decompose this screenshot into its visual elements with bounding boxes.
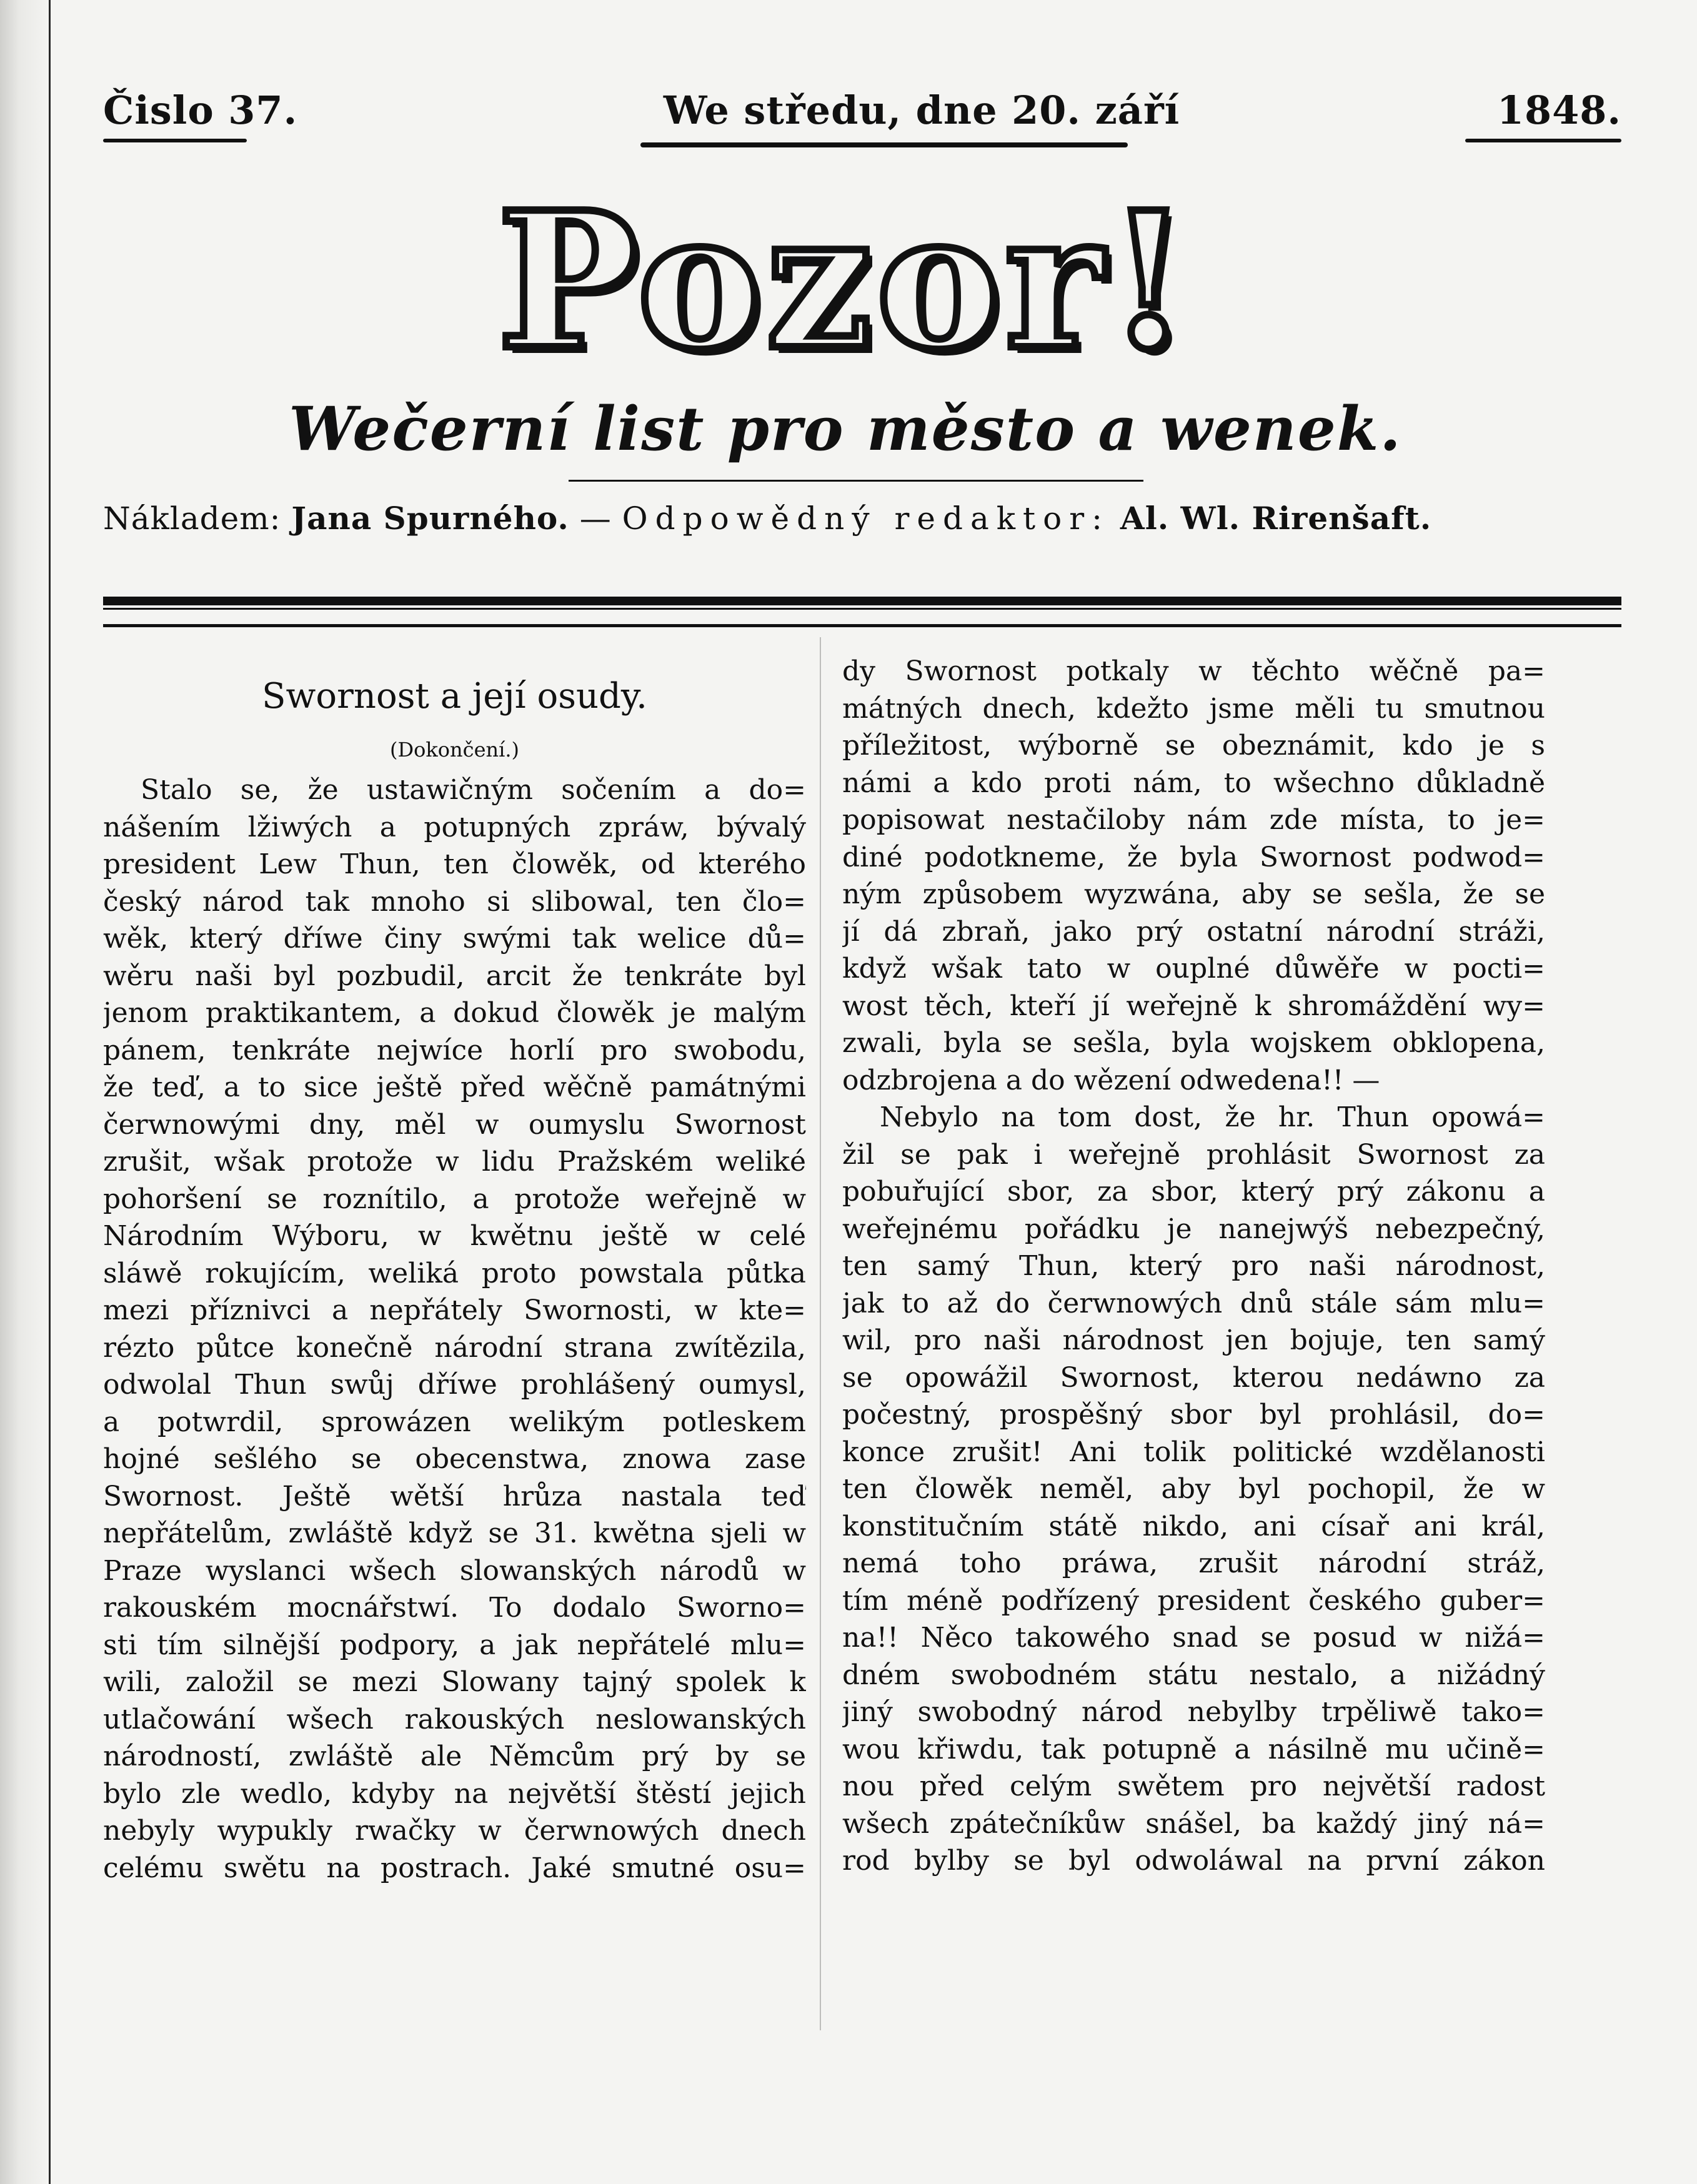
text-line: Nebylo na tom dost, že hr. Thun opowá= bbox=[880, 1101, 1545, 1133]
text-line: a potwrdil, sprowázen welikým potleskem bbox=[103, 1406, 806, 1438]
text-line: konce zrušit! Ani tolik politické wzdělanosti bbox=[842, 1436, 1545, 1468]
text-line: čerwnowými dny, měl w oumyslu Swornost bbox=[103, 1108, 806, 1141]
text-line: wil, pro naši národnost jen bojuje, ten samý bbox=[842, 1324, 1545, 1356]
text-line: sláwě rokujícím, weliká proto powstala půtka bbox=[103, 1257, 806, 1289]
article-title: Swornost a její osudy. bbox=[262, 676, 647, 717]
text-line: počestný, prospěšný sbor byl prohlásil, do= bbox=[842, 1399, 1545, 1431]
text-line: nebyly wypukly rwačky w čerwnowých dnech bbox=[103, 1815, 806, 1847]
editor-name: Al. Wl. Rirenšaft. bbox=[1120, 500, 1432, 537]
text-line: konstitučním státě nikdo, ani císař ani král, bbox=[842, 1510, 1545, 1542]
newspaper-subtitle: Wečerní list pro město a wenek. bbox=[289, 394, 1402, 464]
text-line: wou křiwdu, tak potupně a násilně mu učině= bbox=[842, 1733, 1545, 1765]
text-line: nášením lžiwých a potupných zpráw, bývalý bbox=[103, 811, 806, 843]
text-line: že teď, a to sice ještě před wěčně památnými bbox=[103, 1071, 806, 1103]
text-line: na!! Něco takowého snad se posud w nižá= bbox=[842, 1622, 1545, 1654]
editor-label: Odpowědný redaktor: bbox=[622, 500, 1110, 537]
text-line: jak to až do čerwnowých dnů stále sám mlu= bbox=[842, 1287, 1545, 1319]
binding-edge bbox=[0, 0, 51, 2184]
year-swash bbox=[1465, 139, 1621, 142]
text-line: ným způsobem wyzwána, aby se sešla, že se bbox=[842, 878, 1545, 910]
text-line: příležitost, wýborně se obeznámit, kdo je s bbox=[842, 730, 1545, 762]
text-line: ten samý Thun, který pro naši národnost, bbox=[842, 1250, 1545, 1282]
text-line: Stalo se, že ustawičným sočením a do= bbox=[141, 774, 806, 806]
text-line: wěk, který dříwe činy swými tak welice dů= bbox=[103, 923, 806, 955]
text-line: jí dá zbraň, jako prý ostatní národní stráži, bbox=[842, 915, 1545, 948]
text-line: zrušit, wšak protože w lidu Pražském weliké bbox=[103, 1146, 806, 1178]
text-line: sti tím silnější podpory, a jak nepřátelé mlu= bbox=[103, 1629, 806, 1661]
text-line: weřejnému pořádku je nanejwýš nebezpečný, bbox=[842, 1213, 1545, 1245]
text-line: námi a kdo proti nám, to wšechno důkladně bbox=[842, 767, 1545, 799]
text-line: diné podotkneme, že byla Swornost podwod= bbox=[842, 841, 1545, 873]
text-line: wost těch, kteří jí weřejně k shromáždění wy= bbox=[842, 990, 1545, 1022]
text-line: odzbrojena a do wězení odwedena!! — bbox=[842, 1064, 1380, 1096]
text-line: jiný swobodný národ nebylby trpěliwě tako= bbox=[842, 1696, 1545, 1728]
text-line: wěru naši byl pozbudil, arcit že tenkráte byl bbox=[103, 960, 806, 992]
text-line: wili, založil se mezi Slowany tajný spolek k bbox=[103, 1666, 806, 1698]
newspaper-page bbox=[56, 0, 1697, 2184]
publisher-label: Nákladem: bbox=[103, 500, 281, 537]
text-line: český národ tak mnoho si slibowal, ten člo= bbox=[103, 885, 806, 918]
imprint-dash: — bbox=[579, 500, 612, 537]
text-line: mátných dnech, kdežto jsme měli tu smutnou bbox=[842, 692, 1545, 725]
issue-number: Čislo 37. bbox=[103, 87, 298, 133]
column-divider bbox=[820, 637, 821, 2030]
text-line: president Lew Thun, ten člowěk, od kterého bbox=[103, 848, 806, 880]
text-line: hojné sešlého se obecenstwa, znowa zase bbox=[103, 1443, 806, 1475]
text-line: bylo zle wedlo, kdyby na největší štěstí jejich bbox=[103, 1777, 806, 1810]
issue-year: 1848. bbox=[1496, 87, 1621, 133]
imprint-line bbox=[103, 500, 1621, 537]
text-line: zwali, byla se sešla, byla wojskem obklopena, bbox=[842, 1027, 1545, 1059]
text-line: wšech zpátečníkůw snášel, ba každý jiný ná= bbox=[842, 1807, 1545, 1840]
text-line: rézto půtce konečně národní strana zwítězila, bbox=[103, 1331, 806, 1364]
text-line: rod bylby se byl odwoláwal na první zákon bbox=[842, 1845, 1545, 1877]
text-line: mezi příznivci a nepřátely Swornosti, w kte= bbox=[103, 1294, 806, 1326]
newspaper-title: Pozor! bbox=[497, 171, 1193, 391]
text-line: ten člowěk neměl, aby byl pochopil, že w bbox=[842, 1473, 1545, 1505]
issue-swash bbox=[103, 139, 247, 142]
text-line: se opowážil Swornost, kterou nedáwno za bbox=[842, 1361, 1545, 1394]
text-line: národností, zwláště ale Němcům prý by se bbox=[103, 1740, 806, 1772]
text-line: odwolal Thun swůj dříwe prohlášený oumysl, bbox=[103, 1369, 806, 1401]
text-line: nou před celým swětem pro největší radost bbox=[842, 1770, 1545, 1802]
text-line: rakouském mocnářstwí. To dodalo Sworno= bbox=[103, 1592, 806, 1624]
text-line: jenom praktikantem, a dokud člowěk je malým bbox=[103, 997, 806, 1029]
text-line: popisowat nestačiloby nám zde místa, to je= bbox=[842, 804, 1545, 836]
text-line: Praze wyslanci wšech slowanských národů w bbox=[103, 1554, 806, 1587]
issue-date: We středu, dne 20. září bbox=[663, 87, 1180, 133]
text-line: pohoršení se roznítilo, a protože weřejně w bbox=[103, 1183, 806, 1215]
publisher-name: Jana Spurného. bbox=[291, 500, 569, 537]
text-line: pánem, tenkráte nejwíce horlí pro swobodu, bbox=[103, 1034, 806, 1066]
text-line: nepřátelům, zwláště když se 31. kwětna sjeli w bbox=[103, 1517, 806, 1549]
article-column-left bbox=[103, 653, 806, 1887]
text-line: dy Swornost potkaly w těchto wěčně pa= bbox=[842, 655, 1545, 687]
text-line: utlačowání wšech rakouských neslowanských bbox=[103, 1703, 806, 1735]
article-column-right bbox=[842, 653, 1545, 1880]
text-line: žil se pak i weřejně prohlásit Swornost za bbox=[842, 1138, 1545, 1171]
text-line: nemá toho práwa, zrušit národní stráž, bbox=[842, 1547, 1545, 1579]
text-line: celému swětu na postrach. Jaké smutné osu= bbox=[103, 1852, 806, 1884]
text-line: když wšak tato w ouplné důwěře w pocti= bbox=[842, 953, 1545, 985]
article-continuation-note: (Dokončení.) bbox=[389, 738, 520, 762]
text-line: tím méně podřízený president českého guber= bbox=[842, 1584, 1545, 1617]
header-double-rule bbox=[103, 597, 1621, 627]
text-line: Národním Wýboru, w kwětnu ještě w celé bbox=[103, 1220, 806, 1252]
text-line: dném swobodném státu nestalo, a nižádný bbox=[842, 1659, 1545, 1691]
dateline bbox=[103, 87, 1621, 162]
text-line: pobuřující sbor, za sbor, který prý zákonu a bbox=[842, 1176, 1545, 1208]
date-swash bbox=[640, 142, 1128, 147]
text-line: Swornost. Ještě wětší hrůza nastala teď bbox=[103, 1480, 806, 1512]
masthead-rule bbox=[569, 480, 1143, 482]
